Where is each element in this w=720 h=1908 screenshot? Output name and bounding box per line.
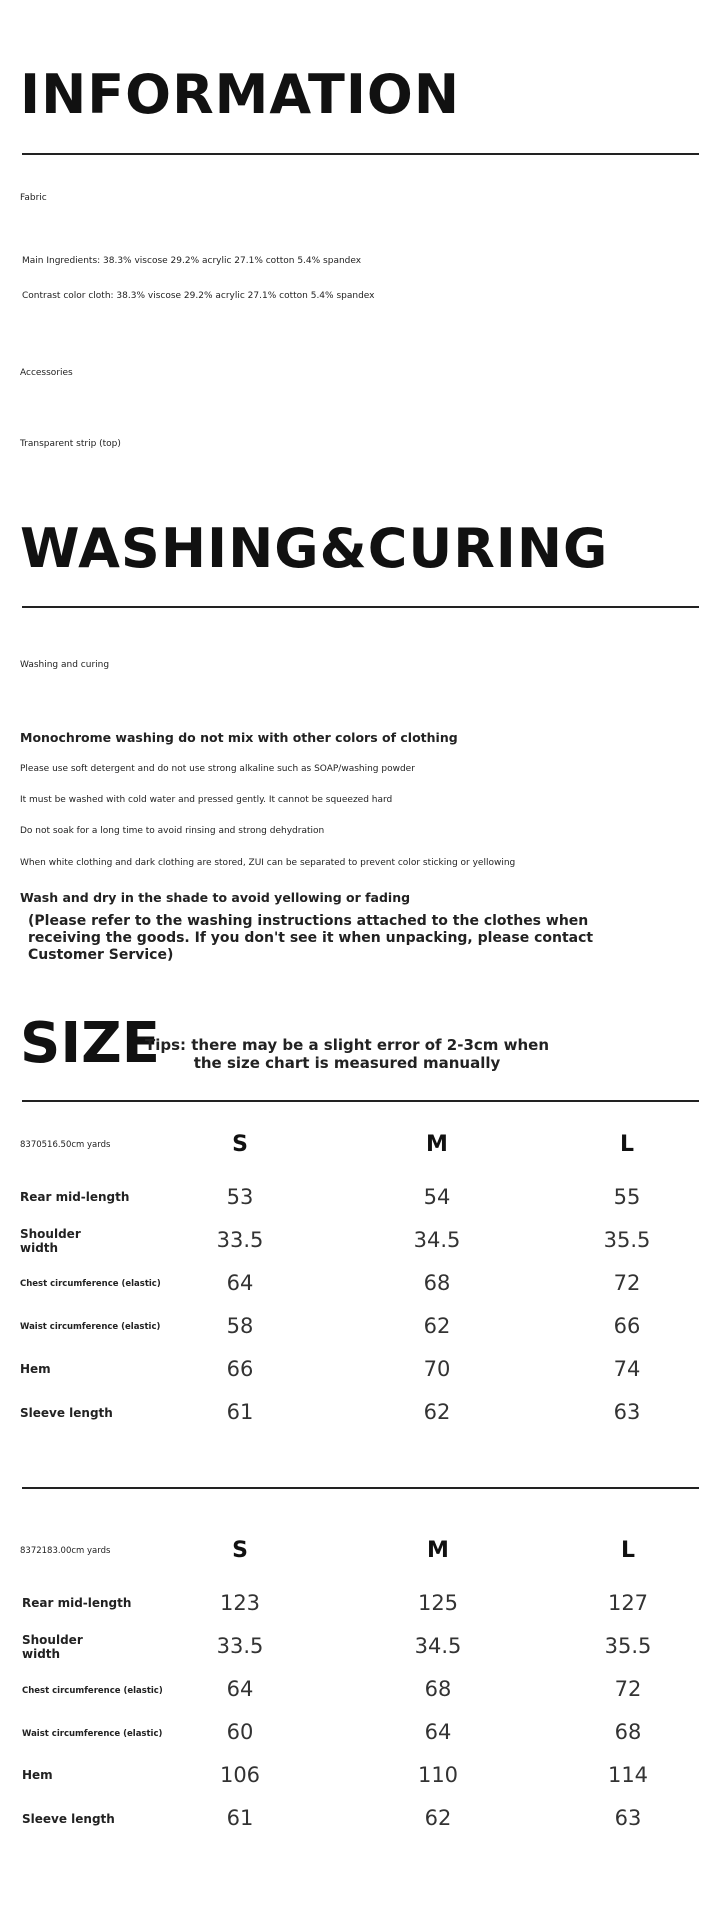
- table-2-cell: 125: [417, 1591, 459, 1615]
- table-2-cell: 64: [424, 1720, 452, 1744]
- table-1-cell: 58: [226, 1314, 254, 1338]
- table-2-cell: 72: [614, 1677, 642, 1701]
- table-2-cell: 68: [424, 1677, 452, 1701]
- table-2-header-s: S: [232, 1538, 248, 1563]
- table-1-cell: 72: [613, 1271, 641, 1295]
- table-1-cell: 33.5: [216, 1228, 264, 1252]
- information-heading: INFORMATION: [20, 63, 461, 126]
- table-1-cell: 64: [226, 1271, 254, 1295]
- table-1-cell: 53: [226, 1185, 254, 1209]
- fabric-label: Fabric: [20, 193, 47, 203]
- information-divider: [22, 153, 699, 155]
- table-2-cell: 68: [614, 1720, 642, 1744]
- table-2-cell: 106: [219, 1763, 261, 1787]
- washing-line-4: Do not soak for a long time to avoid rinsing and strong dehydration: [20, 826, 325, 836]
- table-2-row-label-hem: Hem: [22, 1768, 53, 1782]
- table-1-cell: 74: [613, 1357, 641, 1381]
- table-2-cell: 123: [219, 1591, 261, 1615]
- size-tips: Tips: there may be a slight error of 2-3cm when the size chart is measured manually: [144, 1036, 550, 1072]
- table-2-row-label-rear: Rear mid-length: [22, 1596, 132, 1610]
- table-1-cell: 61: [226, 1400, 254, 1424]
- table-2-cell: 35.5: [604, 1634, 652, 1658]
- table-1-row-label-rear: Rear mid-length: [20, 1190, 130, 1204]
- table-1-header-s: S: [232, 1132, 248, 1157]
- table-1-cell: 62: [423, 1400, 451, 1424]
- transparent-strip-text: Transparent strip (top): [20, 439, 121, 449]
- table-2-row-label-sleeve: Sleeve length: [22, 1812, 115, 1826]
- size-divider: [22, 1100, 699, 1102]
- table-2-cell: 34.5: [414, 1634, 462, 1658]
- table-2-cell: 127: [607, 1591, 649, 1615]
- table-1-cell: 34.5: [413, 1228, 461, 1252]
- size-heading: SIZE: [20, 1011, 161, 1076]
- washing-line-3: It must be washed with cold water and pressed gently. It cannot be squeezed hard: [20, 795, 393, 805]
- table-1-row-label-hem: Hem: [20, 1362, 51, 1376]
- table-2-row-label-chest: Chest circumference (elastic): [22, 1686, 163, 1696]
- table-1-cell: 62: [423, 1314, 451, 1338]
- table-2-header-m: M: [427, 1538, 449, 1563]
- table-1-header-l: L: [619, 1132, 635, 1157]
- table-2-cell: 114: [607, 1763, 649, 1787]
- table-1-cell: 63: [613, 1400, 641, 1424]
- washing-note: (Please refer to the washing instructions attached to the clothes when receiving the goods. If you don't see it when unpacking, please contact Customer Service): [28, 913, 594, 963]
- washing-line-2: Please use soft detergent and do not use strong alkaline such as SOAP/washing powder: [20, 764, 415, 774]
- table-1-header-m: M: [426, 1132, 448, 1157]
- table-2-row-label-shoulder: Shoulder width: [22, 1633, 83, 1661]
- table-1-code: 8370516.50cm yards: [20, 1140, 111, 1150]
- washing-line-6: Wash and dry in the shade to avoid yellowing or fading: [20, 890, 411, 905]
- contrast-cloth-text: Contrast color cloth: 38.3% viscose 29.2% acrylic 27.1% cotton 5.4% spandex: [22, 291, 375, 301]
- table-2-cell: 33.5: [216, 1634, 264, 1658]
- table-1-cell: 66: [226, 1357, 254, 1381]
- table-divider: [22, 1487, 699, 1489]
- table-2-cell: 62: [424, 1806, 452, 1830]
- table-1-cell: 70: [423, 1357, 451, 1381]
- table-1-cell: 55: [613, 1185, 641, 1209]
- table-2-cell: 110: [417, 1763, 459, 1787]
- washing-divider: [22, 606, 699, 608]
- washing-heading: WASHING&CURING: [20, 517, 609, 580]
- table-1-row-label-waist: Waist circumference (elastic): [20, 1322, 161, 1332]
- table-1-row-label-shoulder: Shoulder width: [20, 1227, 81, 1255]
- accessories-label: Accessories: [20, 368, 73, 378]
- table-2-cell: 64: [226, 1677, 254, 1701]
- washing-line-5: When white clothing and dark clothing are stored, ZUI can be separated to prevent color sticking or yellowing: [20, 858, 516, 868]
- table-2-cell: 61: [226, 1806, 254, 1830]
- table-1-row-label-sleeve: Sleeve length: [20, 1406, 113, 1420]
- table-1-row-label-chest: Chest circumference (elastic): [20, 1279, 161, 1289]
- table-1-cell: 66: [613, 1314, 641, 1338]
- table-1-cell: 35.5: [603, 1228, 651, 1252]
- table-2-code: 8372183.00cm yards: [20, 1546, 111, 1556]
- table-2-cell: 60: [226, 1720, 254, 1744]
- table-2-row-label-waist: Waist circumference (elastic): [22, 1729, 163, 1739]
- main-ingredients-text: Main Ingredients: 38.3% viscose 29.2% acrylic 27.1% cotton 5.4% spandex: [22, 256, 362, 266]
- washing-label: Washing and curing: [20, 660, 110, 670]
- table-1-cell: 68: [423, 1271, 451, 1295]
- table-1-cell: 54: [423, 1185, 451, 1209]
- washing-line-1: Monochrome washing do not mix with other colors of clothing: [20, 730, 458, 745]
- table-2-header-l: L: [620, 1538, 636, 1563]
- table-2-cell: 63: [614, 1806, 642, 1830]
